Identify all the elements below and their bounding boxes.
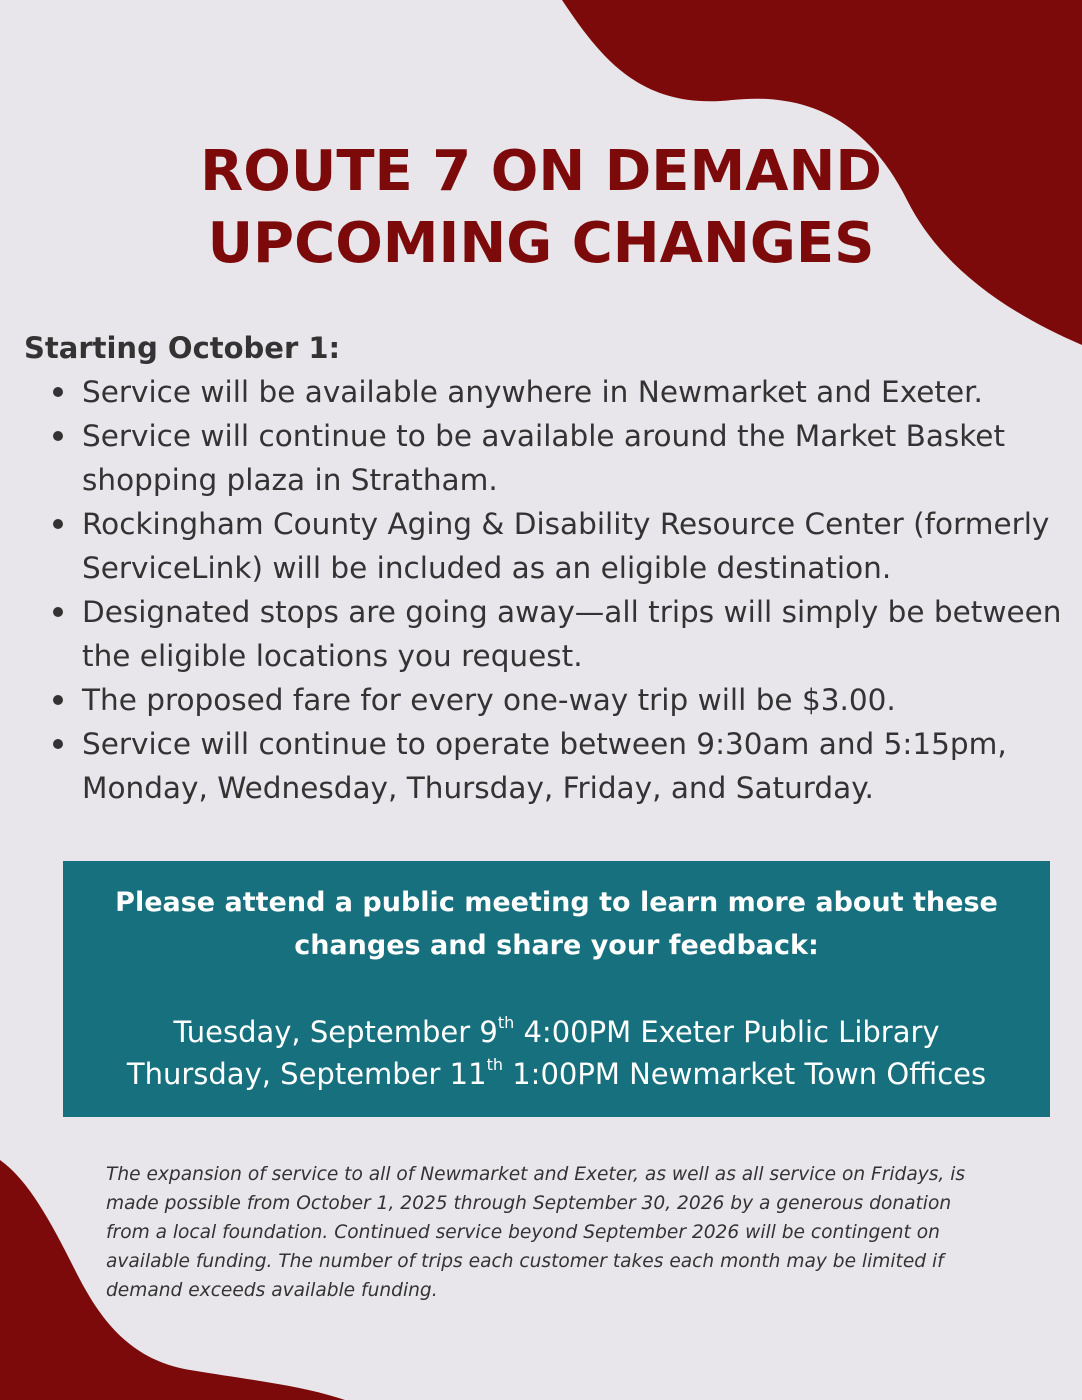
funding-disclaimer: The expansion of service to all of Newmarket and Exeter, as well as all service on Fridays, is made possible from October 1, 2025 through September 30, 2026 by a generous donation from a local foundation. Continued service beyond September 2026 will be contingent on available funding. The number of trips each customer takes each month may be limited if demand exceeds available funding. [106,1164,966,1301]
meeting-date: Tuesday, September 9 [173,1015,498,1049]
page-title [0,136,1082,280]
list-item: Rockingham County Aging & Disability Resource Center (formerly ServiceLink) will be included as an eligible destination. [82,502,1064,590]
meeting-time: 1:00PM [512,1057,620,1091]
list-item: Service will continue to operate between 9:30am and 5:15pm, Monday, Wednesday, Thursday, Friday, and Saturday. [82,722,1064,810]
meeting-location: Exeter Public Library [640,1015,940,1049]
meeting-date: Thursday, September 11 [126,1057,487,1091]
meeting-prompt: Please attend a public meeting to learn more about these changes and share your feedback: [115,887,998,961]
list-item: Designated stops are going away—all trips will simply be between the eligible locations you request. [82,590,1064,678]
changes-heading: Starting October 1: [24,331,341,365]
title-line-2: UPCOMING CHANGES [207,211,875,276]
meeting-session-2 [63,1053,1050,1095]
meeting-session-1 [63,1011,1050,1053]
meeting-list [63,1011,1050,1095]
date-suffix: th [497,1013,515,1032]
meeting-location: Newmarket Town Offices [629,1057,987,1091]
list-item: Service will continue to be available around the Market Basket shopping plaza in Stratham. [82,414,1064,502]
meeting-time: 4:00PM [523,1015,632,1049]
public-meeting-box [63,861,1050,1117]
changes-section [24,326,1064,810]
title-line-1: ROUTE 7 ON DEMAND [200,139,882,204]
changes-list [24,370,1064,810]
date-suffix: th [486,1055,504,1074]
list-item: The proposed fare for every one-way trip will be $3.00. [82,678,1064,722]
list-item: Service will be available anywhere in Newmarket and Exeter. [82,370,1064,414]
